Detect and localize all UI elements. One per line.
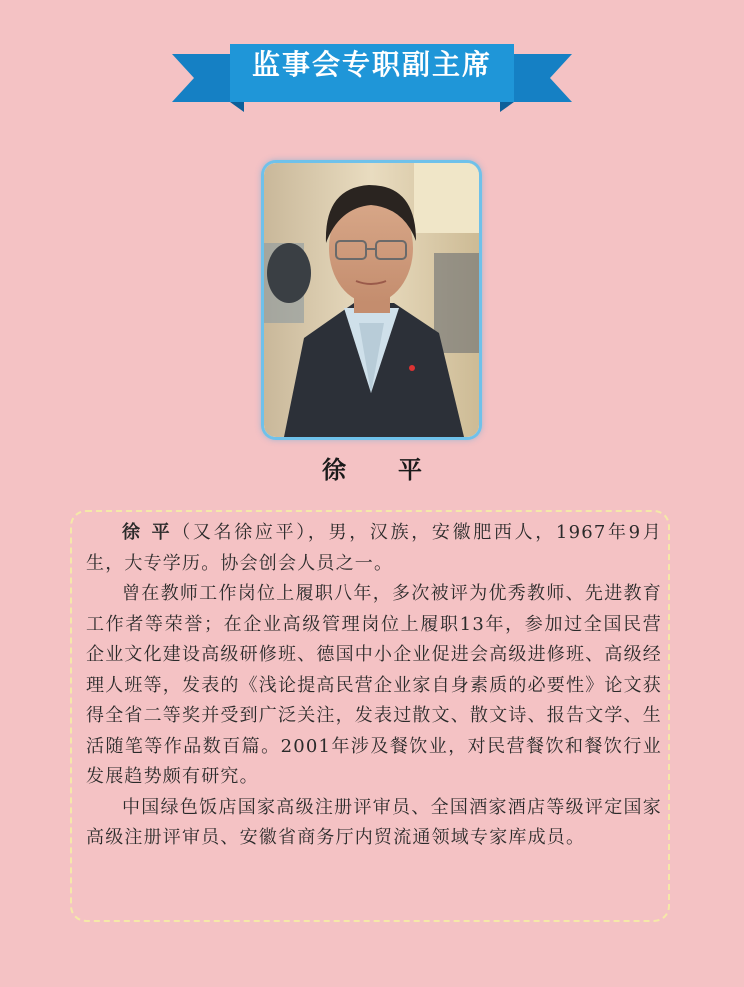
bio-paragraph-2: 曾在教师工作岗位上履职八年，多次被评为优秀教师、先进教育工作者等荣誉；在企业高级管理岗位上履职13年，参加过全国民营企业文化建设高级研修班、德国中小企业促进会高级进修班、高级经理人班等，发表的《浅论提高民营企业家自身素质的必要性》论文获得全省二等奖并受到广泛关注，发表过散文、散文诗、报告文学、生活随笔等作品数百篇。2001年涉及餐饮业，对民营餐饮和餐饮行业发展趋势颇有研究。 [86,583,662,787]
page-title: 监事会专职副主席 [251,48,492,81]
person-name: 徐 平 [322,456,436,484]
bio-name: 徐 平 [122,522,173,543]
bio-paragraph-1-text: （又名徐应平），男，汉族，安徽肥西人，1967年9月生，大专学历。协会创会人员之一。 [86,522,662,574]
bio-text [86,518,662,854]
portrait-photo-icon [264,163,479,437]
bio-paragraph-3: 中国绿色饭店国家高级注册评审员、全国酒家酒店等级评定国家高级注册评审员、安徽省商务厅内贸流通领域专家库成员。 [86,796,662,848]
bio-paragraph-1 [86,518,662,579]
portrait-photo [264,163,479,437]
